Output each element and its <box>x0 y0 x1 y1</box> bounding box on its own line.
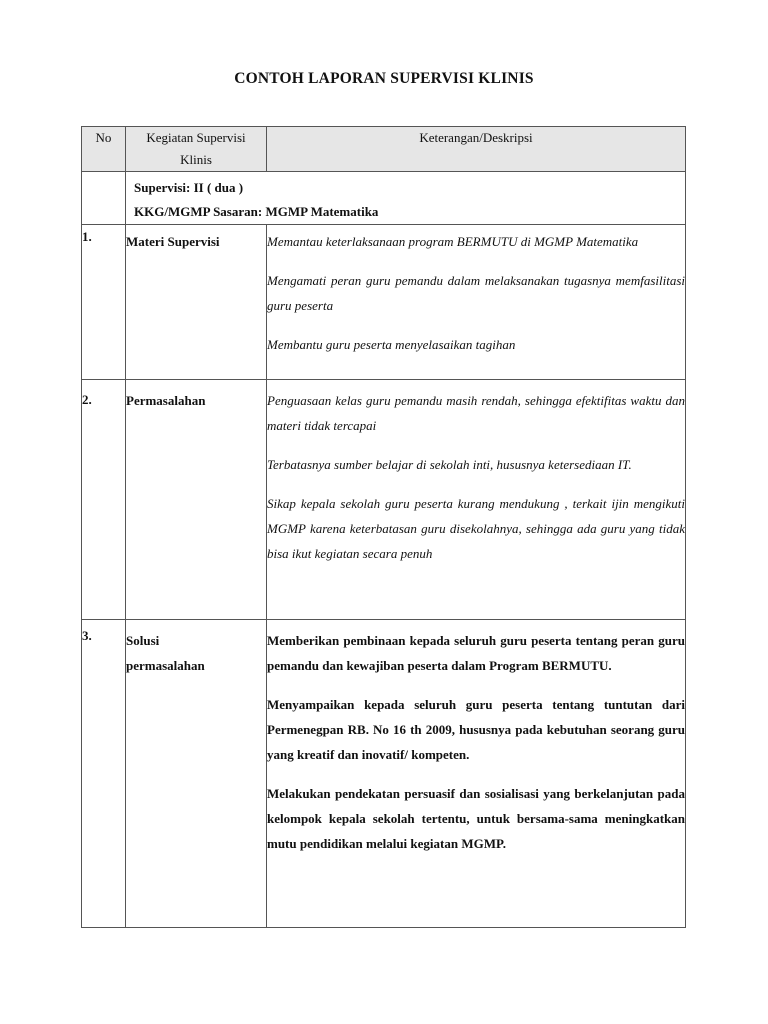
description-paragraph: Terbatasnya sumber belajar di sekolah inti, hususnya ketersediaan IT. <box>267 457 632 472</box>
row-number: 3. <box>82 620 126 928</box>
row-description <box>267 225 686 380</box>
header-keterangan: Keterangan/Deskripsi <box>267 127 686 172</box>
supervisi-line: Supervisi: II ( dua ) <box>134 180 244 195</box>
row-kegiatan <box>126 620 267 928</box>
description-paragraph: Penguasaan kelas guru pemandu masih rendah, sehingga efektifitas waktu dan materi tidak tercapai <box>267 393 685 433</box>
supervision-table <box>81 126 686 928</box>
description-paragraph: Memberikan pembinaan kepada seluruh guru peserta tentang peran guru pemandu dan kewajiban peserta dalam Program BERMUTU. <box>267 633 685 673</box>
row-number: 2. <box>82 380 126 620</box>
row-description <box>267 620 686 928</box>
description-paragraph: Membantu guru peserta menyelasaikan tagihan <box>267 337 516 352</box>
supervisi-info-row <box>82 172 686 225</box>
row-kegiatan-line2: permasalahan <box>126 658 205 673</box>
table-row <box>82 225 686 380</box>
description-paragraph: Mengamati peran guru pemandu dalam melaksanakan tugasnya memfasilitasi guru peserta <box>267 273 685 313</box>
table-row <box>82 380 686 620</box>
header-kegiatan-line1: Kegiatan Supervisi <box>146 130 246 145</box>
sasaran-line: KKG/MGMP Sasaran: MGMP Matematika <box>134 204 379 219</box>
empty-cell <box>82 172 126 225</box>
row-kegiatan: Materi Supervisi <box>126 225 267 380</box>
header-no: No <box>82 127 126 172</box>
row-description <box>267 380 686 620</box>
row-number: 1. <box>82 225 126 380</box>
row-kegiatan: Permasalahan <box>126 380 267 620</box>
document-title: CONTOH LAPORAN SUPERVISI KLINIS <box>234 70 534 87</box>
description-paragraph: Melakukan pendekatan persuasif dan sosialisasi yang berkelanjutan pada kelompok kepala sekolah tertentu, untuk bersama-sama meningkatkan mutu pendidikan melalui kegiatan MGMP. <box>267 786 685 851</box>
supervisi-info-cell <box>126 172 686 225</box>
table-row <box>82 620 686 928</box>
description-paragraph: Menyampaikan kepada seluruh guru peserta tentang tuntutan dari Permenegpan RB. No 16 th 2009, hususnya pada kebutuhan seorang guru yang kreatif dan inovatif/ kompeten. <box>267 697 685 762</box>
header-kegiatan <box>126 127 267 172</box>
row-kegiatan-line1: Solusi <box>126 633 160 648</box>
table-header-row <box>82 127 686 172</box>
description-paragraph: Memantau keterlaksanaan program BERMUTU di MGMP Matematika <box>267 234 639 249</box>
description-paragraph: Sikap kepala sekolah guru peserta kurang mendukung , terkait ijin mengikuti MGMP karena keterbatasan guru disekolahnya, sehingga ada guru yang tidak bisa ikut kegiatan secara penuh <box>267 496 685 561</box>
header-kegiatan-line2: Klinis <box>180 152 212 167</box>
